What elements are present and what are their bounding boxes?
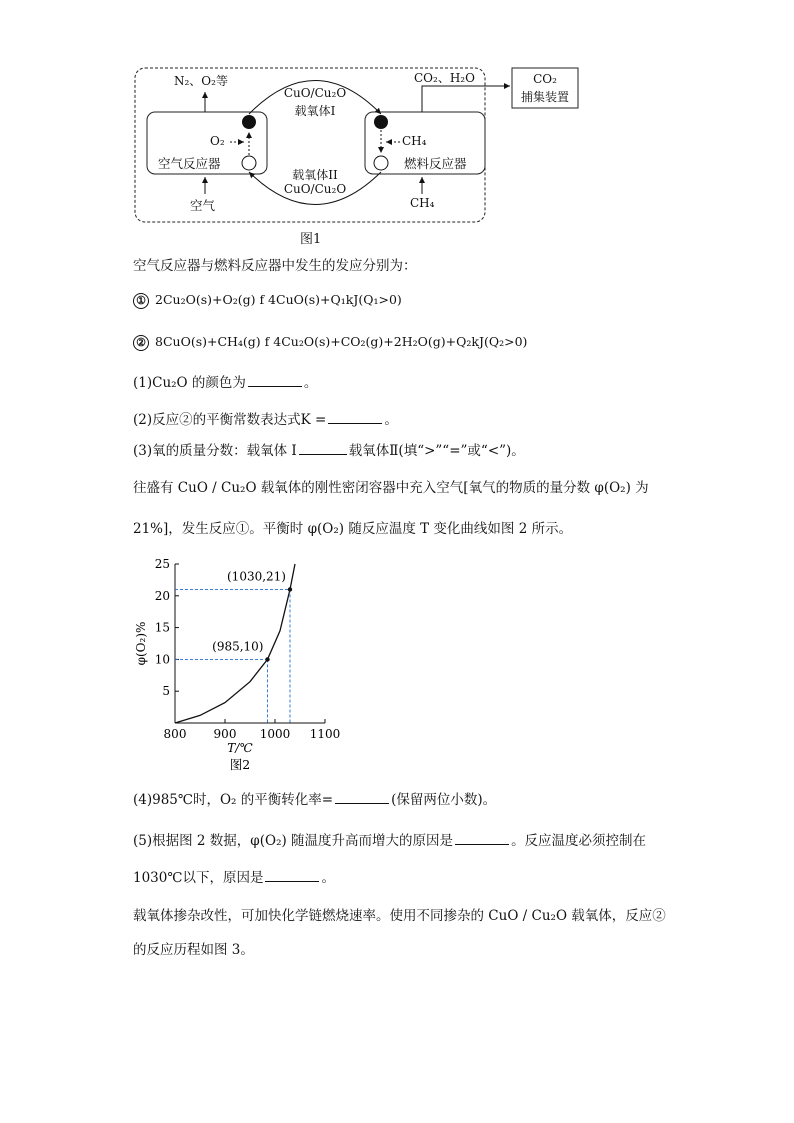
answer-blank-5a[interactable] — [455, 832, 509, 845]
answer-blank-1[interactable] — [248, 374, 302, 387]
question-2-end: 。 — [384, 412, 398, 428]
air-input-label: 空气 — [190, 198, 216, 213]
question-2-text: (2)反应②的平衡常数表达式K = — [133, 412, 327, 428]
figure-2-chart — [130, 556, 350, 781]
reaction-1-label: ① — [133, 293, 149, 309]
question-4 — [133, 790, 496, 810]
answer-blank-4[interactable] — [335, 791, 389, 804]
question-1-end: 。 — [303, 375, 318, 391]
question-5b-end: 。 — [321, 870, 335, 886]
y-tick-label-5: 5 — [162, 684, 170, 699]
carrier2-line1: 载氧体II — [292, 168, 338, 182]
y-axis-label: φ(O₂)% — [134, 621, 148, 666]
point-label-0: (985,10) — [212, 639, 264, 654]
x-tick-label-800: 800 — [163, 727, 187, 741]
air-reactor-label: 空气反应器 — [158, 156, 221, 171]
paragraph-3: 载氧体掺杂改性，可加快化学链燃烧速率。使用不同掺杂的 CuO / Cu₂O 载氧体，反应② — [133, 908, 666, 924]
x-tick-label-900: 900 — [213, 727, 237, 741]
reaction-1 — [133, 290, 402, 310]
question-3 — [133, 441, 525, 461]
figure-1 — [130, 62, 590, 247]
paragraph-4: 的反应历程如图 3。 — [133, 942, 254, 958]
reaction-2-label: ② — [133, 335, 149, 351]
question-5 — [133, 831, 646, 851]
capture-box-line2: 捕集装置 — [520, 90, 569, 104]
carrier2-line2: CuO/Cu₂O — [283, 182, 347, 196]
carrier-circle-reduced-fuel — [374, 156, 388, 170]
question-5b — [133, 868, 335, 888]
question-1-text: (1)Cu₂O 的颜色为 — [133, 375, 246, 391]
point-label-1: (1030,21) — [227, 569, 286, 584]
capture-box-line1: CO₂ — [533, 72, 557, 86]
intro-text: 空气反应器与燃料反应器中发生的发应分别为： — [133, 258, 417, 274]
y-tick-label-10: 10 — [154, 652, 170, 667]
reaction-1-equation: 2Cu₂O(s)+O₂(g) f 4CuO(s)+Q₁kJ(Q₁>0) — [155, 292, 402, 307]
question-5-text: (5)根据图 2 数据，φ(O₂) 随温度升高而增大的原因是 — [133, 833, 454, 849]
fuel-reactor-label: 燃料反应器 — [404, 156, 467, 171]
air-reactor-o2-label: O₂ — [210, 134, 225, 148]
fuel-outputs-label: CO₂、H₂O — [414, 71, 475, 85]
question-4-text: (4)985℃时，O₂ 的平衡转化率= — [133, 792, 334, 808]
fuel-input-label: CH₄ — [410, 196, 435, 210]
air-outputs-label: N₂、O₂等 — [174, 74, 228, 88]
question-3-end: 载氧体Ⅱ(填“>”“=”或“<”)。 — [348, 443, 525, 459]
carrier-circle-oxidized-fuel — [374, 115, 388, 129]
x-axis-label: T/℃ — [227, 741, 253, 755]
answer-blank-2[interactable] — [328, 411, 382, 424]
reaction-2-equation: 8CuO(s)+CH₄(g) f 4Cu₂O(s)+CO₂(g)+2H₂O(g)+Q₂kJ(Q₂>0) — [155, 334, 528, 349]
question-4-end: (保留两位小数)。 — [391, 792, 497, 808]
figure-1-caption: 图1 — [300, 232, 322, 247]
carrier-circle-oxidized-air — [242, 115, 256, 129]
answer-blank-3[interactable] — [299, 442, 347, 455]
question-2 — [133, 410, 398, 430]
question-5-mid: 。反应温度必须控制在 — [511, 833, 647, 849]
data-point-1 — [288, 587, 292, 591]
question-5b-text: 1030℃以下，原因是 — [133, 870, 264, 886]
data-point-0 — [265, 657, 269, 661]
carrier1-line2: 载氧体I — [294, 104, 336, 118]
fuel-reactor-ch4-label: CH₄ — [402, 134, 427, 148]
carrier1-line1: CuO/Cu₂O — [283, 86, 347, 100]
x-tick-label-1100: 1100 — [309, 727, 341, 741]
figure-2-caption: 图2 — [229, 757, 251, 772]
carrier-circle-reduced-air — [242, 156, 256, 170]
paragraph-2: 21%]，发生反应①。平衡时 φ(O₂) 随反应温度 T 变化曲线如图 2 所示。 — [133, 521, 573, 537]
y-tick-label-25: 25 — [154, 557, 170, 571]
answer-blank-5b[interactable] — [265, 869, 319, 882]
paragraph-1: 往盛有 CuO / Cu₂O 载氧体的刚性密闭容器中充入空气[氧气的物质的量分数 φ(O₂) 为 — [133, 480, 649, 496]
y-tick-label-20: 20 — [154, 588, 170, 603]
reaction-2 — [133, 332, 527, 352]
figure-2 — [130, 556, 350, 781]
question-1 — [133, 373, 317, 393]
question-3-text: (3)氧的质量分数：载氧体 I — [133, 443, 297, 459]
x-tick-label-1000: 1000 — [259, 727, 291, 741]
y-tick-label-15: 15 — [154, 620, 170, 635]
